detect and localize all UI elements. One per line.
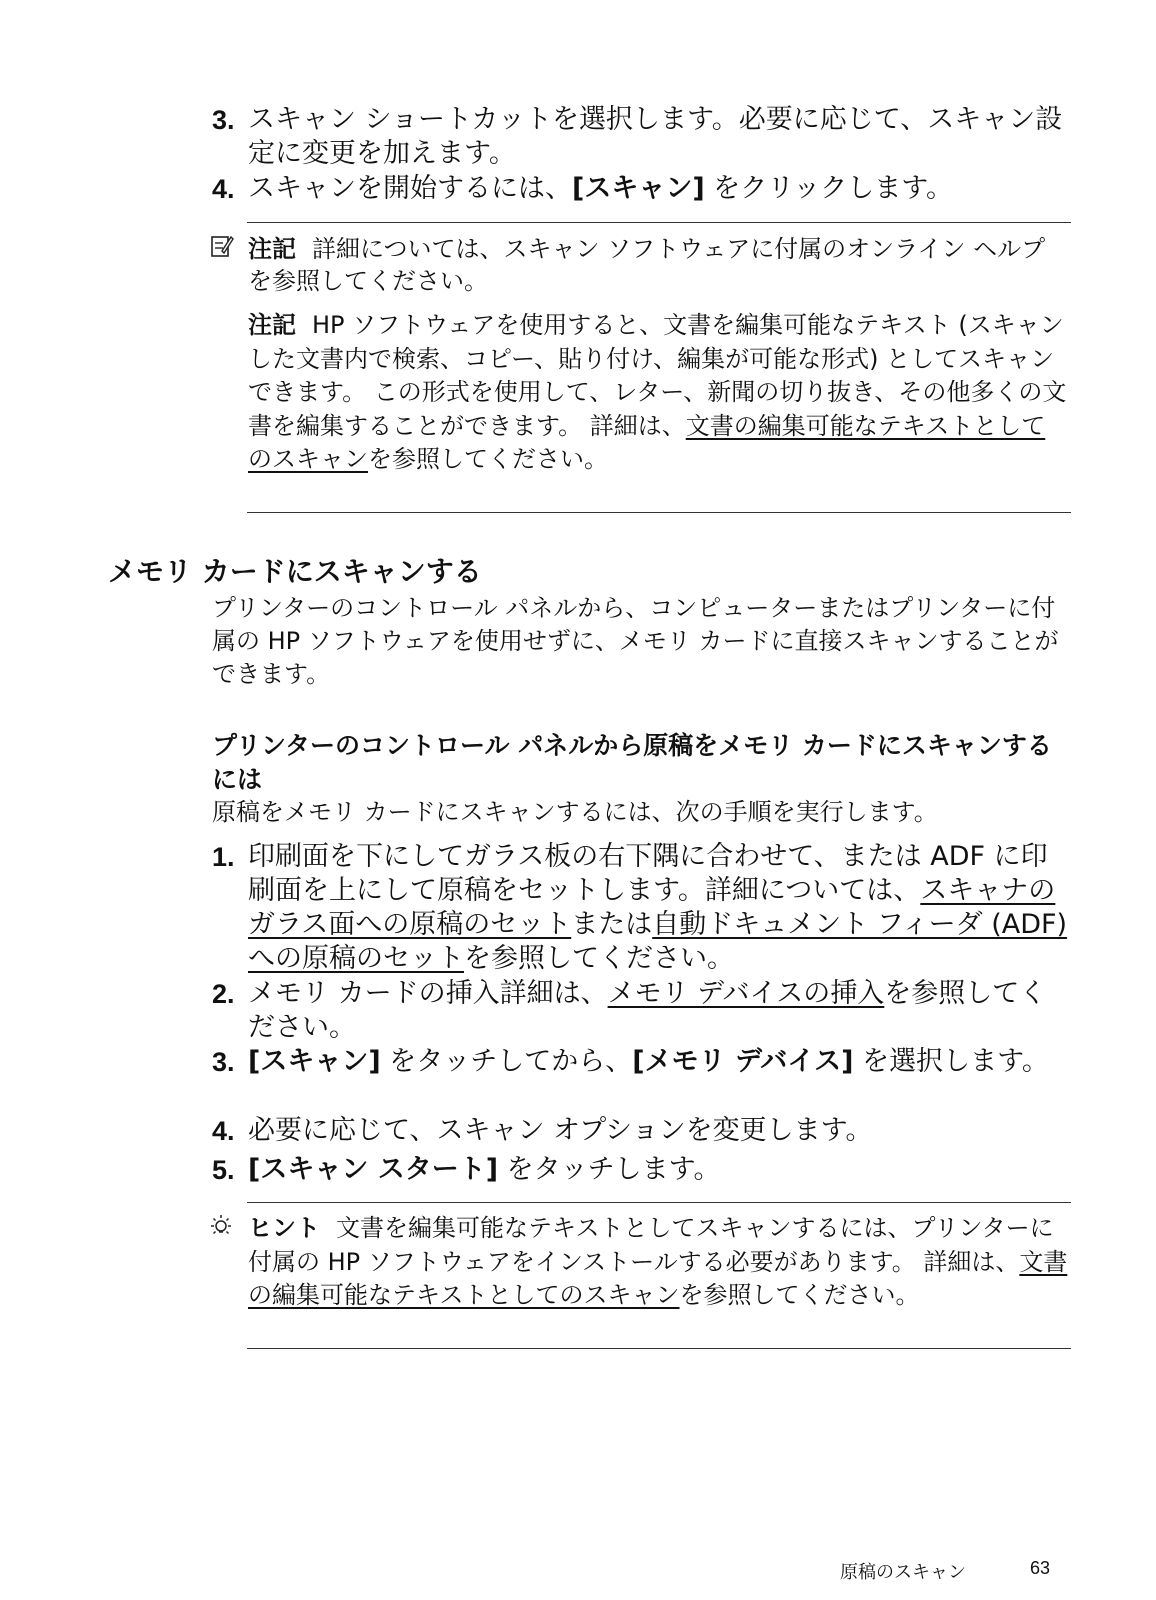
cross-reference-link[interactable]: メモリ デバイスの挿入 xyxy=(607,978,885,1009)
text-run: メモリ カードの挿入詳細は、 xyxy=(248,978,608,1009)
text-run: を参照してください。 xyxy=(679,1281,920,1309)
cross-reference-link[interactable]: 自動ドキュメント フィーダ (ADF) への原稿のセット xyxy=(248,909,1068,974)
step-3 xyxy=(212,1045,1072,1079)
bold-term: [スキャン] xyxy=(572,173,705,204)
lightbulb-icon xyxy=(208,1214,234,1244)
text-run: スキャン ショートカットを選択します。必要に応じて、スキャン設定に変更を加えます。 xyxy=(248,104,1063,169)
tip-top-divider xyxy=(247,1202,1071,1203)
note-icon xyxy=(210,233,234,263)
bold-term: [メモリ デバイス] xyxy=(632,1046,854,1077)
step-1 xyxy=(212,840,1072,976)
tip-bottom-divider xyxy=(247,1348,1071,1349)
text-run: 印刷面を下にしてガラス板の右下隅に合わせて、または ADF に印刷面を上にして原稿をセットします。詳細については、 xyxy=(248,841,1048,906)
note-1 xyxy=(248,233,1068,297)
step-number: 1. xyxy=(212,842,235,872)
note-2 xyxy=(248,309,1068,477)
step-text xyxy=(248,977,1072,1045)
tip xyxy=(248,1212,1068,1313)
text-run: を参照してください。 xyxy=(464,943,734,974)
text-run: を参照してください。 xyxy=(248,978,1047,1043)
section-title: メモリ カードにスキャンする xyxy=(108,555,482,588)
note-bottom-divider xyxy=(247,512,1071,513)
cross-reference-link[interactable]: スキャナのガラス面への原稿のセット xyxy=(248,875,1056,940)
top-step-4 xyxy=(212,172,1072,206)
text-run: 必要に応じて、スキャン オプションを変更します。 xyxy=(248,1115,873,1146)
text-run: 文書を編集可能なテキストとしてスキャンするには、プリンターに付属の HP ソフトウェアをインストールする必要があります。 詳細は、 xyxy=(248,1214,1054,1276)
text-run: を参照してください。 xyxy=(368,445,608,473)
text-run: をタッチしてから、 xyxy=(380,1046,633,1077)
text-run: をタッチします。 xyxy=(498,1154,721,1185)
tip-label: ヒント xyxy=(248,1214,320,1242)
note-top-divider xyxy=(247,222,1071,223)
note-label: 注記 xyxy=(248,311,296,339)
step-text xyxy=(248,1153,1072,1187)
top-step-3 xyxy=(212,103,1072,171)
cross-reference-link[interactable]: 文書の編集可能なテキストとしてのスキャン xyxy=(248,411,1046,473)
step-2 xyxy=(212,977,1072,1045)
tip-text xyxy=(248,1214,1067,1309)
cross-reference-link[interactable]: 文書の編集可能なテキストとしてのスキャン xyxy=(248,1247,1068,1309)
text-run: HP ソフトウェアを使用すると、文書を編集可能なテキスト (スキャンした文書内で検索、コピー、貼り付け、編集が可能な形式) としてスキャンできます。 この形式を使用して、レター、新聞の切り抜き、その他多くの文書を編集することができます。 詳細は、 xyxy=(248,311,1067,440)
text-run: を選択します。 xyxy=(853,1046,1049,1077)
footer-section-name: 原稿のスキャン xyxy=(840,1562,966,1583)
step-text xyxy=(248,840,1072,976)
step-number: 4. xyxy=(212,174,235,204)
note-text: 詳細については、スキャン ソフトウェアに付属のオンライン ヘルプを参照してください。 xyxy=(248,235,1046,295)
step-number: 4. xyxy=(212,1116,235,1146)
step-number: 2. xyxy=(212,979,235,1009)
page-number: 63 xyxy=(1030,1558,1051,1578)
procedure-lead: 原稿をメモリ カードにスキャンするには、次の手順を実行します。 xyxy=(212,798,938,826)
step-number: 5. xyxy=(212,1155,235,1185)
step-text xyxy=(248,172,1072,206)
bold-term: [スキャン スタート] xyxy=(248,1154,499,1185)
note-text xyxy=(248,311,1066,473)
text-run: スキャンを開始するには、 xyxy=(248,173,572,204)
step-5 xyxy=(212,1153,1072,1187)
step-4 xyxy=(212,1114,1072,1148)
step-text xyxy=(248,1045,1072,1079)
section-intro: プリンターのコントロール パネルから、コンピューターまたはプリンターに付属の HP ソフトウェアを使用せずに、メモリ カードに直接スキャンすることができます。 xyxy=(212,594,1059,688)
bold-term: [スキャン] xyxy=(248,1046,381,1077)
text-run: または xyxy=(571,909,653,940)
step-number: 3. xyxy=(212,105,235,135)
step-number: 3. xyxy=(212,1047,235,1077)
procedure-heading: プリンターのコントロール パネルから原稿をメモリ カードにスキャンするには xyxy=(212,731,1052,794)
step-text xyxy=(248,1114,1072,1148)
text-run: をクリックします。 xyxy=(704,173,954,204)
note-label: 注記 xyxy=(248,235,296,263)
step-text xyxy=(248,103,1072,171)
